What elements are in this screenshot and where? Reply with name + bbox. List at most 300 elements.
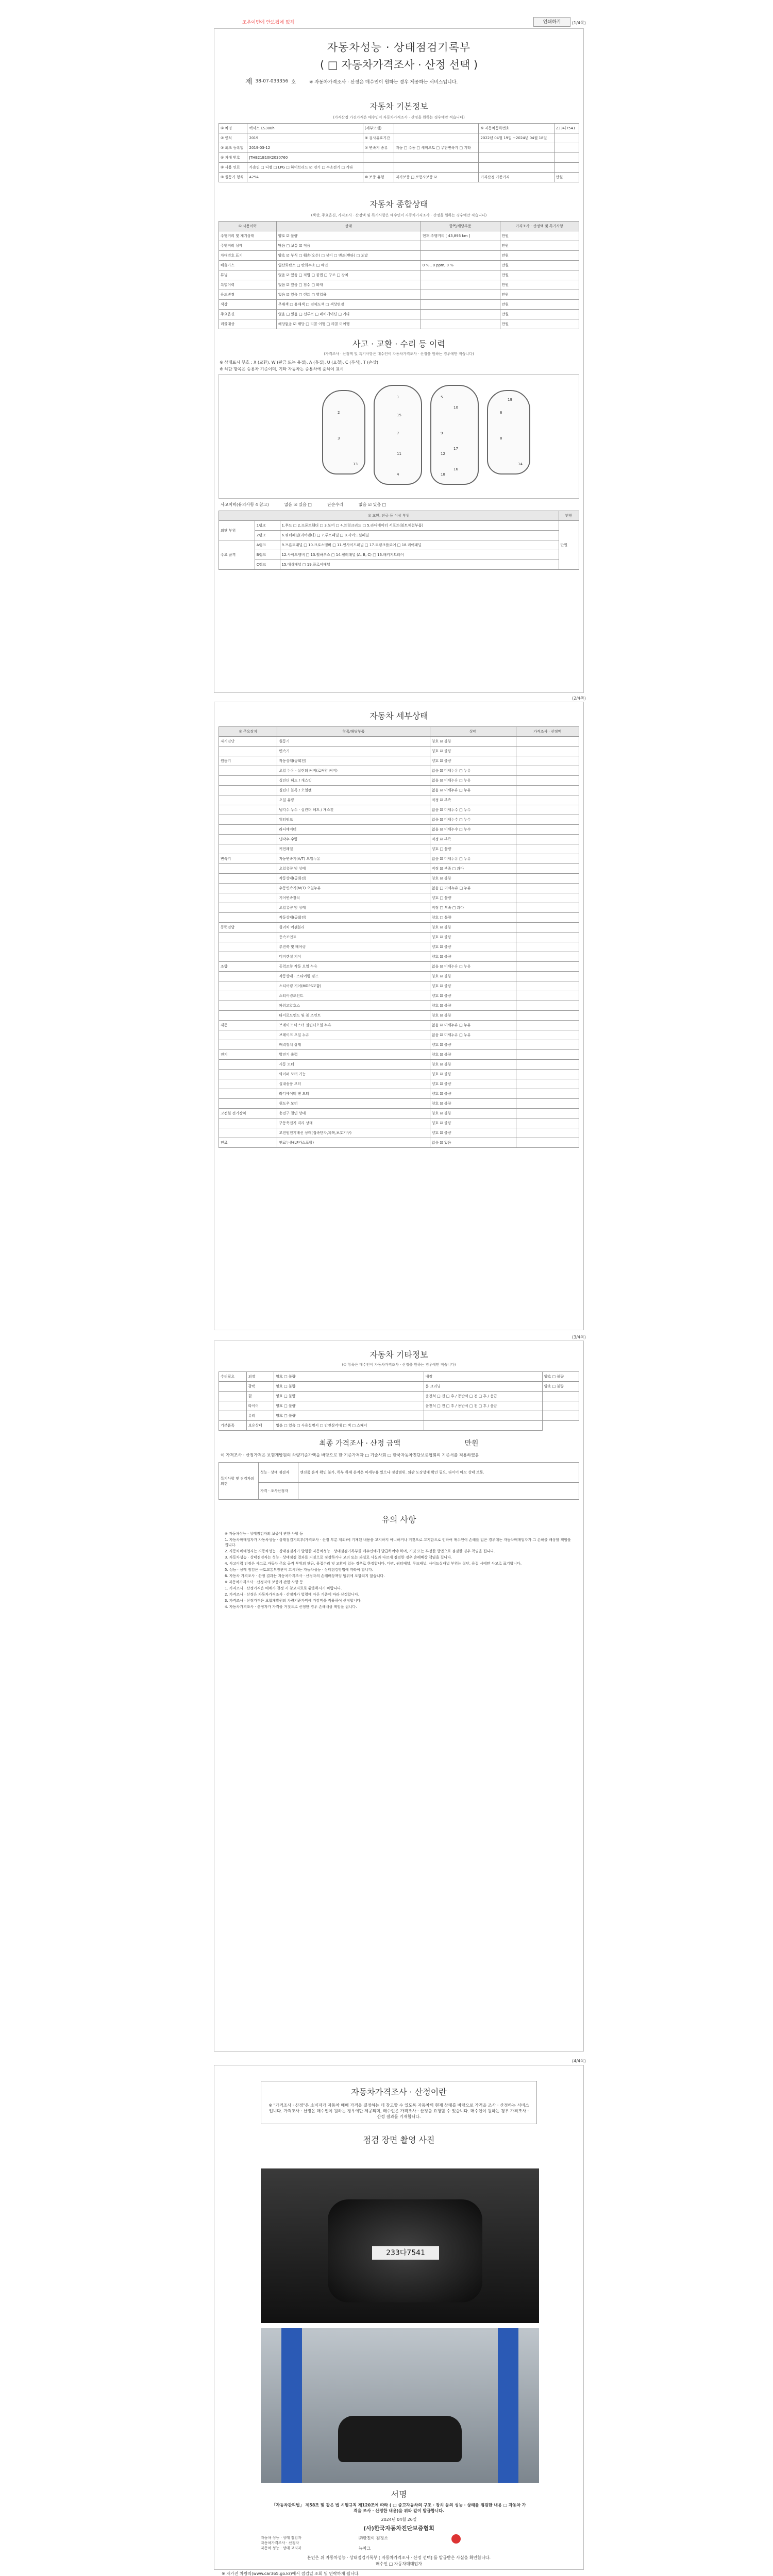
parts-head: ② 교환, 판금 등 이상 부위 [219,511,559,521]
detail-cell [516,913,579,923]
car-part-label: 6 [500,411,502,415]
detail-cell [516,1060,579,1070]
car-on-lift [338,2416,462,2462]
detail-cell: 냉각수 수량 [277,835,430,844]
note-item: 4. 사고이력 인정은 사고로 자동차 주요 골격 부위의 판금, 용접수리 및 교환이 있는 경우로 한정합니다. 다만, 쿼터패널, 루프패널, 사이드실패널 부위는 절단, 용접 시에만 사고로 표기합니다. [225,1562,522,1566]
simple-repair-label: 단순수리 [327,502,343,507]
basic-cell [394,153,479,163]
detail-row [219,756,579,766]
overall-row [219,319,579,329]
detail-cell: 작동상태(공회전) [277,913,430,923]
rank-b-items: 12.사이드멤버 □ 13.휠하우스 □ 14.필러패널 (A, B, C) □ 16.패키지트레이 [280,550,559,560]
detail-cell [516,756,579,766]
etc-cell [219,1392,247,1401]
overall-cell: 만원 [500,251,579,261]
rank-1: 1랭크 [255,521,280,531]
detail-row [219,1138,579,1148]
etc-cell: 운전석 □ 전 □ 후 / 동반석 □ 전 □ 후 / 응급 [424,1392,542,1401]
detail-cell: 없음 ☑ 미세누유 □ 누유 [430,962,516,972]
car-part-label: 7 [397,431,399,435]
detail-cell [516,766,579,776]
basic-cell [363,153,394,163]
detail-row [219,942,579,952]
overall-cell: 없음 ☑ 있음 □ 적법 □ 불법 □ 구조 □ 장치 [276,270,421,280]
etc-cell: 휠 [246,1392,274,1401]
detail-cell: 양호 ☑ 불량 [430,923,516,933]
basic-row [219,133,579,143]
basic-cell: 2022년 04월 19일 ~2024년 04월 18일 [479,133,554,143]
detail-cell: 양호 ☑ 불량 [430,1070,516,1079]
overall-cell: 차대번호 표기 [219,251,277,261]
detail-row [219,805,579,815]
basic-cell: 렉서스 ES300h [247,124,363,133]
detail-cell: 적정 □ 부족 □ 과다 [430,903,516,913]
detail-cell: 양호 ☑ 불량 [430,972,516,981]
detail-row [219,835,579,844]
detail-cell [516,972,579,981]
section-accident-title: 사고 · 교환 · 수리 등 이력 [352,339,445,349]
detail-cell: 윈도우 모터 [277,1099,430,1109]
basic-cell [554,133,579,143]
overall-cell: 만원 [500,319,579,329]
detail-row [219,933,579,942]
detail-cell: 커먼레일 [277,844,430,854]
detail-cell: 양호 ☑ 불량 [430,933,516,942]
detail-cell: 스티어링조인트 [277,991,430,1001]
accident-note-1: ※ 상태표시 부호 : X (교환), W (판금 또는 용접), A (흠집), U (요철), C (부식), T (손상) [220,360,379,365]
etc-cell: 양호 □ 불량 [274,1372,424,1382]
detail-cell: 브레이크 오일 누유 [277,1030,430,1040]
sign-label-3: 자동차 성능 · 상태 고지자 [261,2546,301,2550]
basic-cell: (세부모델) [363,124,394,133]
page-3 [214,1341,584,2052]
detail-row [219,962,579,972]
detail-cell: 양호 ☑ 불량 [430,1050,516,1060]
detail-table [219,726,579,1148]
special-label: 특기사항 및 점검자의 의견 [219,1463,259,1500]
section-accident-sub: (가격조사 · 산정액 및 특기사항은 매수인이 자동차가격조사 · 산정을 원하는 경우에만 적습니다) [324,352,474,356]
etc-cell [219,1401,247,1411]
detail-row [219,854,579,864]
detail-cell [516,923,579,933]
detail-row [219,815,579,825]
detail-cell [219,1079,277,1089]
detail-cell: 양호 ☑ 불량 [430,952,516,962]
detail-cell: 라디에이터 [277,825,430,835]
page-1 [214,28,584,693]
detail-cell [219,952,277,962]
section-basic-title: 자동차 기본정보 [369,101,428,111]
etc-row [219,1372,579,1382]
rank-a-items: 9.프론트패널 □ 10.크로스멤버 □ 11.인사이드패널 □ 17.트렁크플로어 □ 18.리어패널 [280,540,559,550]
rank-2: 2랭크 [255,531,280,540]
detail-cell [516,1040,579,1050]
section-etc-title: 자동차 기타정보 [369,1350,428,1360]
detail-cell [516,854,579,864]
overall-cell: 없음 ☑ 있음 □ 렌트 □ 영업용 [276,290,421,300]
detail-cell [516,1118,579,1128]
detail-cell: 추진축 및 베어링 [277,942,430,952]
etc-cell [542,1411,579,1421]
rank-c-items: 15.대쉬패널 □ 19.플로어패널 [280,560,559,570]
detail-cell [219,1011,277,1021]
outer-label: 외판 부위 [219,521,255,540]
detail-cell: 양호 ☑ 불량 [430,1040,516,1050]
detail-cell [219,805,277,815]
etc-cell [424,1421,542,1431]
etc-row [219,1392,579,1401]
detail-cell: 실린더 헤드 / 개스킷 [277,776,430,786]
main-label: 주요 골격 [219,540,255,570]
overall-cell: 주요옵션 [219,310,277,319]
detail-cell [219,933,277,942]
detail-cell: 양호 ☑ 불량 [430,737,516,747]
basic-cell [479,153,554,163]
note-item: 2. 자동차매매업자는 자동차성능 · 상태점검자가 발행한 자동차성능 · 상태점검기록부를 매수인에게 발급하여야 하며, 거짓 또는 부정한 방법으로 점검한 경우 책임을 집니다. [225,1549,495,1553]
detail-cell [219,766,277,776]
basic-row [219,173,579,182]
etc-cell [219,1382,247,1392]
detail-cell [219,747,277,756]
basic-cell: 자가보증 □ 보험사보증 ☑ [394,173,479,182]
car-part-label: 8 [500,436,502,440]
detail-cell: 양호 ☑ 불량 [430,874,516,884]
overall-row [219,280,579,290]
detail-cell [516,962,579,972]
detail-cell: 양호 ☑ 불량 [430,991,516,1001]
detail-row [219,1099,579,1109]
stamp [451,2534,461,2544]
overall-cell: 해당없음 ☑ 해당 □ 리콜 이행 □ 리콜 미이행 [276,319,421,329]
basic-cell: ④ 차대 번호 [219,153,247,163]
note-item: ※ 자동차가격조사 · 산정자의 보증에 관한 사항 등 [225,1580,304,1584]
detail-cell [219,815,277,825]
document-title: 자동차성능 · 상태점검기록부 [327,41,471,54]
basic-cell [479,143,554,153]
detail-cell [219,1099,277,1109]
detail-cell [219,942,277,952]
detail-cell: 자기진단 [219,737,277,747]
detail-row [219,1011,579,1021]
sign-label-1: 자동차 성능 · 상태 점검자 [261,2536,301,2540]
detail-cell: 와이퍼 모터 기능 [277,1070,430,1079]
detail-cell [219,1070,277,1079]
detail-cell [516,786,579,795]
sign-label-2: 자동차가격조사 · 산정자 [261,2541,299,2545]
etc-cell: 운전석 □ 전 □ 후 / 동반석 □ 전 □ 후 / 응급 [424,1401,542,1411]
detail-row [219,864,579,874]
etc-cell: 양호 □ 불량 [274,1411,424,1421]
detail-cell: 자동변속기(A/T) 오일누유 [277,854,430,864]
detail-cell [516,737,579,747]
etc-cell [542,1392,579,1401]
detail-cell: 브레이크 마스터 실린더오일 누유 [277,1021,430,1030]
detail-cell [219,903,277,913]
detail-cell: 타이로드엔드 및 볼 조인트 [277,1011,430,1021]
detail-cell: 수동변속기(M/T) 오일누유 [277,884,430,893]
detail-cell: 연료 [219,1138,277,1148]
parts-price: 만원 [559,521,579,570]
section-basic-sub: (가격산정 가견가격은 매수인이 자동차가격조사 · 산정을 원하는 경우에만 적습니다) [333,115,465,120]
overall-header: ① 사용이력 [219,222,277,231]
detail-row [219,913,579,923]
overall-status-table [219,221,579,329]
note-item: 1. 자동차매매업자가 자동차성능 · 상태점검기록부(가격조사 · 산정 부분 제외)에 기재된 내용을 고지하지 아니하거나 거짓으로 고지함으로 인하여 매수인이 손해를 입은 경우에는 자동차매매업자가 그 손해를 배상할 책임을 집니다. [225,1538,571,1547]
doc-number-label: 제 [245,78,253,86]
detail-row [219,981,579,991]
detail-cell: 발전기 출력 [277,1050,430,1060]
note-item: 3. 가격조사 · 산정가격은 보험개발원의 차량기준가액에 가감액을 적용하여 산정합니다. [225,1599,362,1603]
basic-cell [363,163,394,173]
detail-row [219,825,579,835]
basic-info-table [219,123,579,182]
detail-cell [219,1089,277,1099]
detail-row [219,1001,579,1011]
detail-row [219,893,579,903]
basic-row [219,163,579,173]
basic-cell: 자동 □ 수동 □ 세미오토 □ 무단변속기 □ 기타 [394,143,479,153]
note-item: ※ 자동차성능 · 상태점검자의 보증에 관한 사항 등 [225,1532,304,1536]
etc-cell: 룸 크리닝 [424,1382,542,1392]
plate: 233다7541 [372,2246,440,2260]
detail-cell [516,1030,579,1040]
car-part-label: 2 [338,411,340,415]
car-part-label: 9 [441,431,443,435]
detail-cell: 오일 유량 [277,795,430,805]
note-item: 1. 가격조사 · 산정가격은 매매가 결정 시 참고자료로 활용하시기 바랍니다. [225,1586,342,1590]
detail-cell [516,874,579,884]
detail-cell: 원동기 [219,756,277,766]
overall-cell: 용도변경 [219,290,277,300]
basic-cell: ① 차명 [219,124,247,133]
detail-cell: 오일유량 및 상태 [277,864,430,874]
doc-notice: ※ 자동차가격조사 · 산정은 매수인이 원하는 경우 제공하는 서비스입니다. [309,79,458,85]
overall-row [219,270,579,280]
detail-row [219,795,579,805]
overall-cell: 일산화탄소 □ 탄화수소 □ 매연 [276,261,421,270]
detail-cell: 오일 누유 · 실린더 커버(로커암 커버) [277,766,430,776]
basic-cell: ⑨ 원동기 형식 [219,173,247,182]
detail-header: ③ 주요장치 [219,727,277,737]
car-part-label: 14 [518,462,523,466]
detail-cell: 기어변속장치 [277,893,430,903]
guide-text: ※ "가격조사 · 산정"은 소비자가 자동차 매매 가격을 결정하는 데 참고할 수 있도록 자동차의 현재 상태를 바탕으로 가격을 조사 · 산정하는 서비스입니다. 가격조사 · 산정은 매수인이 원하는 경우에만 제공되며, 매수인은 가격조사 · 산정을 요청할 수 있습니다. 매수인이 원하는 경우 가격조사 · 산정 결과를 기재합니다. [268,2103,529,2119]
sign-title: 서명 [391,2489,407,2499]
detail-cell: 고전원전기배선 상태(접속단자,피복,보호기구) [277,1128,430,1138]
detail-row [219,874,579,884]
detail-cell: 없음 ☑ 미세누수 □ 누수 [430,825,516,835]
detail-cell [516,1001,579,1011]
detail-cell [219,981,277,991]
sign-name: 뉴마크 [359,2546,371,2551]
detail-cell: 오일유량 및 상태 [277,903,430,913]
final-price-title [214,1438,583,1448]
car-part-label: 10 [453,405,458,410]
lift-pillar-right [498,2328,518,2483]
overall-cell: 양호 ☑ 부식 □ 훼손(오손) □ 상이 □ 변조(변타) □ 도말 [276,251,421,261]
detail-row [219,1079,579,1089]
overall-header: 가격조사 · 산정액 및 특기사항 [500,222,579,231]
basic-cell: JTHB21B10K2030760 [247,153,363,163]
print-button[interactable]: 인쇄하기 [533,17,570,27]
sign-receive: 본인은 위 자동차성능 · 상태점검기록부 [ 자동차가격조사 · 산정 선택] 를 발급받은 사실을 확인합니다. [307,2555,491,2560]
detail-cell [219,776,277,786]
note-item: 5. 성능 · 상태 점검은 국토교통부장관이 고시하는 자동차성능 · 상태점검방법에 따라야 합니다. [225,1568,374,1572]
photos-title: 점검 장면 촬영 사진 [363,2135,435,2145]
detail-cell: 충전구 절연 상태 [277,1109,430,1118]
etc-cell: 보유상태 [246,1421,274,1431]
page-number-4: (4/4쪽) [572,2059,586,2063]
detail-cell [219,1060,277,1070]
basic-cell [394,133,479,143]
detail-cell [516,1089,579,1099]
detail-cell [516,991,579,1001]
detail-cell [516,952,579,962]
overall-cell: 없음 □ 있음 □ 선루프 □ 네비게이션 □ 기타 [276,310,421,319]
car-part-label: 15 [397,413,401,417]
basic-cell: 2019-03-12 [247,143,363,153]
sign-labels [261,2535,301,2551]
final-price-note: 이 가격조사 · 산정가격은 보험개발원의 차량기준가액을 바탕으로 한 기준가격과 □ 기술사회 □ 한국자동차진단보증협회의 기준서를 적용하였음 [221,1453,479,1458]
rank-2-items: 6.쿼터패널(리어펜더) □ 7.루프패널 □ 8.사이드실패널 [280,531,559,540]
overall-cell: 만원 [500,290,579,300]
notes-list [225,1531,573,1609]
detail-cell: 양호 ☑ 불량 [430,942,516,952]
car-part-label: 11 [397,452,401,456]
detail-cell: 양호 ☑ 불량 [430,1011,516,1021]
overall-cell [421,310,500,319]
lift-pillar-left [281,2328,302,2483]
detail-row [219,1128,579,1138]
overall-cell: 만원 [500,261,579,270]
sign-receiver: 매수인 □ 자동차매매업자 [376,2562,422,2566]
detail-row [219,747,579,756]
detail-cell: 동력전달 [219,923,277,933]
etc-cell: 타이어 [246,1401,274,1411]
detail-cell: 냉각수 누수 · 실린더 헤드 / 개스킷 [277,805,430,815]
basic-cell: ② 연식 [219,133,247,143]
basic-cell: ⑤ 자동차등록번호 [479,124,554,133]
detail-cell: 등속조인트 [277,933,430,942]
overall-cell: 주행거리 및 계기상태 [219,231,277,241]
detail-cell [516,795,579,805]
detail-cell [516,1079,579,1089]
overall-cell: 0 % , 0 ppm, 0 % [421,261,500,270]
overall-cell [421,290,500,300]
accident-history-label: 사고이력(유의사항 4 참고) [221,502,269,507]
sign-text: 「자동차관리법」 제58조 및 같은 법 시행규칙 제120조에 따라 ( □ 중고자동차의 구조 · 장치 등의 성능 · 상태를 점검한 내용 □ 자동차 가격을 조사 · 산정한 내용)을 위와 같이 발급합니다. [272,2503,526,2513]
overall-row [219,310,579,319]
section-detail-title: 자동차 세부상태 [369,711,428,721]
car-part-label: 13 [353,462,358,466]
basic-cell: ⑦ 변속기 종류 [363,143,394,153]
detail-row [219,737,579,747]
car-part-label: 1 [397,395,399,399]
overall-cell: 만원 [500,241,579,251]
etc-row [219,1411,579,1421]
etc-row [219,1382,579,1392]
detail-row [219,1030,579,1040]
car-part-label: 12 [441,452,445,456]
simple-repair-value: 없음 ☑ 있음 □ [358,502,386,507]
detail-cell [219,913,277,923]
doc-number: 38-07-033356 [255,79,289,84]
detail-cell [516,884,579,893]
etc-cell: 없음 □ 있음 □ 사용설명서 □ 안전삼각대 □ 잭 □ 스패너 [274,1421,424,1431]
detail-cell [516,776,579,786]
detail-cell [516,1138,579,1148]
parts-table [219,511,579,570]
detail-cell [219,991,277,1001]
detail-cell: 실내송풍 모터 [277,1079,430,1089]
overall-cell [421,280,500,290]
overall-row [219,251,579,261]
detail-cell: 양호 ☑ 불량 [430,1001,516,1011]
overall-cell [421,251,500,261]
detail-cell [516,825,579,835]
detail-cell: 적정 ☑ 부족 □ 과다 [430,864,516,874]
overall-cell: 색상 [219,300,277,310]
etc-cell: 양호 □ 불량 [542,1372,579,1382]
detail-cell: 작동상태(공회전) [277,874,430,884]
basic-cell [394,163,479,173]
perf-label: 성능 · 상태 점검자 [259,1463,298,1483]
detail-cell [219,786,277,795]
page-4 [214,2065,584,2570]
page-2 [214,702,584,1330]
car-part-label: 18 [441,472,445,477]
detail-cell: 파워고압호스 [277,1001,430,1011]
detail-cell: 없음 ☑ 미세누유 □ 누유 [430,1021,516,1030]
detail-row [219,1109,579,1118]
etc-cell [219,1411,247,1421]
detail-cell [219,1040,277,1050]
detail-cell: 조향 [219,962,277,972]
detail-cell [219,835,277,844]
basic-cell: 가솔린 □ 디젤 □ LPG □ 하이브리드 ☑ 전기 □ 수소전기 □ 기타 [247,163,363,173]
detail-cell: 없음 ☑ 있음 [430,1138,516,1148]
etc-row [219,1421,579,1431]
detail-row [219,844,579,854]
detail-cell: 없음 ☑ 미세누수 □ 누수 [430,815,516,825]
basic-cell [394,124,479,133]
overall-row [219,231,579,241]
detail-cell: 동력조향 작동 오일 누유 [277,962,430,972]
basic-cell: 233다7541 [554,124,579,133]
rank-a: A랭크 [255,540,280,550]
detail-cell [516,942,579,952]
note-item: 6. 자동차 가격조사 · 산정 결과는 자동차가격조사 · 산정자의 손해배상책임 범위에 포함되지 않습니다. [225,1574,385,1578]
detail-row [219,1118,579,1128]
car-part-label: 17 [453,447,458,451]
basic-cell: 가격산정 기준가격 [479,173,554,182]
car-part-label: 4 [397,472,399,477]
detail-cell: 변속기 [277,747,430,756]
detail-cell: 양호 ☑ 불량 [430,1079,516,1089]
detail-cell [219,795,277,805]
detail-cell: 고전원 전기장치 [219,1109,277,1118]
overall-cell: 만원 [500,300,579,310]
detail-cell: 작동상태(공회전) [277,756,430,766]
detail-cell [516,1070,579,1079]
car-part-label: 16 [453,467,458,471]
accident-note-2: ※ 하단 항목은 승용차 기준이며, 기타 자동차는 승용차에 준하여 표시 [220,367,344,371]
detail-cell: 연료누출(LP가스포함) [277,1138,430,1148]
detail-cell: 양호 ☑ 불량 [430,1128,516,1138]
overall-cell: 주행거리 상태 [219,241,277,251]
top-warning: 조은이면에 안보됩에 없체 [242,20,295,25]
special-table [219,1462,579,1500]
